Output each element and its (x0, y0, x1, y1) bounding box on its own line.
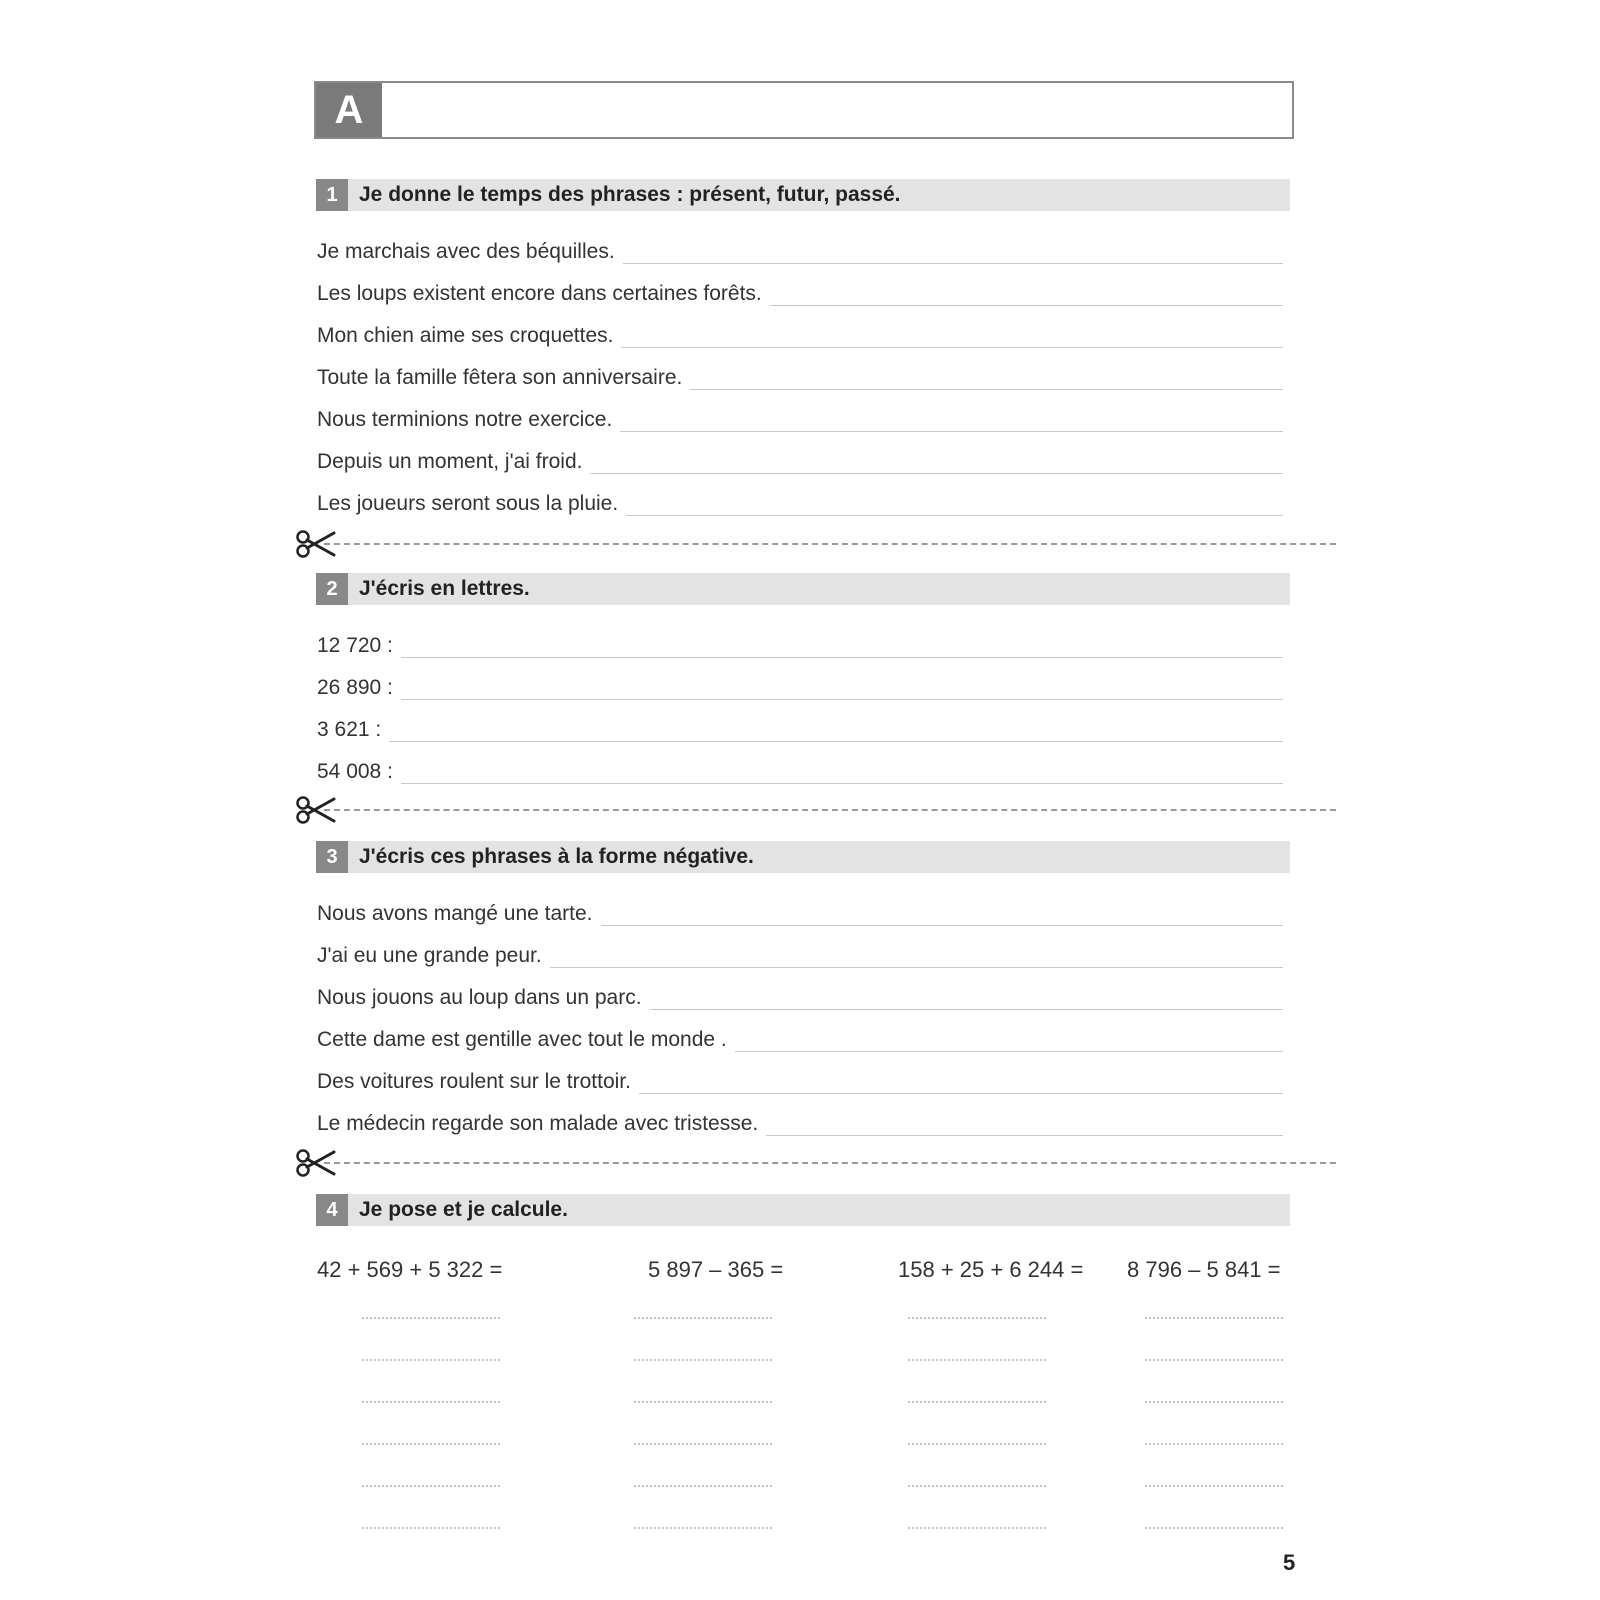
exercise-title: J'écris ces phrases à la forme négative. (359, 845, 754, 868)
working-line[interactable] (1145, 1485, 1283, 1487)
working-line[interactable] (1145, 1443, 1283, 1445)
exercise-1-header (316, 179, 1290, 211)
sentence: Le médecin regarde son malade avec tristesse. (317, 1112, 759, 1135)
sentence: Nous jouons au loup dans un parc. (317, 986, 642, 1009)
working-line[interactable] (634, 1443, 772, 1445)
working-line[interactable] (908, 1485, 1046, 1487)
calculation: 42 + 569 + 5 322 = (317, 1257, 503, 1282)
working-line[interactable] (908, 1401, 1046, 1403)
calculation: 8 796 – 5 841 = (1127, 1257, 1281, 1282)
working-line[interactable] (1145, 1401, 1283, 1403)
working-line[interactable] (1145, 1317, 1283, 1319)
answer-field[interactable] (401, 699, 1283, 700)
answer-line[interactable] (317, 1025, 1283, 1055)
answer-line[interactable] (317, 983, 1283, 1013)
working-line[interactable] (362, 1359, 500, 1361)
answer-line[interactable] (317, 1109, 1283, 1139)
number-label: 54 008 : (317, 760, 393, 783)
sentence: Je marchais avec des béquilles. (317, 240, 615, 263)
exercise-number: 2 (316, 573, 348, 605)
answer-field[interactable] (735, 1051, 1283, 1052)
answer-line[interactable] (317, 279, 1283, 309)
section-letter: A (316, 83, 382, 137)
answer-field[interactable] (623, 263, 1283, 264)
answer-line[interactable] (317, 237, 1283, 267)
working-line[interactable] (634, 1401, 772, 1403)
answer-line[interactable] (317, 899, 1283, 929)
calculation: 5 897 – 365 = (648, 1257, 784, 1282)
working-line[interactable] (1145, 1359, 1283, 1361)
answer-field[interactable] (690, 389, 1283, 390)
answer-field[interactable] (766, 1135, 1283, 1136)
working-line[interactable] (634, 1485, 772, 1487)
answer-field[interactable] (621, 347, 1283, 348)
working-line[interactable] (908, 1359, 1046, 1361)
answer-field[interactable] (639, 1093, 1283, 1094)
cut-line (294, 1148, 1336, 1178)
answer-line[interactable] (317, 1067, 1283, 1097)
number-label: 3 621 : (317, 718, 382, 741)
answer-field[interactable] (650, 1009, 1283, 1010)
exercise-3-header (316, 841, 1290, 873)
sentence: Toute la famille fêtera son anniversaire. (317, 366, 683, 389)
exercise-2-header (316, 573, 1290, 605)
working-line[interactable] (362, 1443, 500, 1445)
sentence: Mon chien aime ses croquettes. (317, 324, 614, 347)
sentence: Cette dame est gentille avec tout le monde . (317, 1028, 727, 1051)
answer-field[interactable] (590, 473, 1283, 474)
sentence: Depuis un moment, j'ai froid. (317, 450, 583, 473)
answer-field[interactable] (389, 741, 1283, 742)
working-line[interactable] (908, 1527, 1046, 1529)
cut-line (294, 795, 1336, 825)
number-label: 12 720 : (317, 634, 393, 657)
sentence: Les joueurs seront sous la pluie. (317, 492, 619, 515)
dashed-line (324, 809, 1336, 811)
answer-line[interactable] (317, 757, 1283, 787)
working-line[interactable] (908, 1317, 1046, 1319)
answer-line[interactable] (317, 489, 1283, 519)
dashed-line (324, 1162, 1336, 1164)
answer-field[interactable] (770, 305, 1283, 306)
dashed-line (324, 543, 1336, 545)
calculation: 158 + 25 + 6 244 = (898, 1257, 1084, 1282)
working-line[interactable] (362, 1317, 500, 1319)
cut-line (294, 529, 1336, 559)
working-line[interactable] (1145, 1527, 1283, 1529)
exercise-title: J'écris en lettres. (359, 577, 530, 600)
answer-line[interactable] (317, 363, 1283, 393)
answer-field[interactable] (601, 925, 1283, 926)
sentence: J'ai eu une grande peur. (317, 944, 542, 967)
sentence: Nous avons mangé une tarte. (317, 902, 593, 925)
exercise-number: 3 (316, 841, 348, 873)
answer-line[interactable] (317, 405, 1283, 435)
exercise-title: Je pose et je calcule. (359, 1198, 568, 1221)
answer-line[interactable] (317, 447, 1283, 477)
answer-field[interactable] (626, 515, 1283, 516)
working-line[interactable] (634, 1317, 772, 1319)
answer-line[interactable] (317, 715, 1283, 745)
working-line[interactable] (362, 1401, 500, 1403)
answer-line[interactable] (317, 673, 1283, 703)
exercise-title: Je donne le temps des phrases : présent, futur, passé. (359, 183, 901, 206)
answer-line[interactable] (317, 631, 1283, 661)
exercise-4-header (316, 1194, 1290, 1226)
answer-line[interactable] (317, 941, 1283, 971)
exercise-number: 4 (316, 1194, 348, 1226)
sentence: Nous terminions notre exercice. (317, 408, 613, 431)
working-line[interactable] (634, 1527, 772, 1529)
sentence: Des voitures roulent sur le trottoir. (317, 1070, 631, 1093)
section-title-box (314, 81, 1294, 139)
answer-field[interactable] (401, 657, 1283, 658)
working-line[interactable] (362, 1527, 500, 1529)
working-line[interactable] (362, 1485, 500, 1487)
exercise-number: 1 (316, 179, 348, 211)
working-line[interactable] (908, 1443, 1046, 1445)
sentence: Les loups existent encore dans certaines forêts. (317, 282, 762, 305)
answer-line[interactable] (317, 321, 1283, 351)
answer-field[interactable] (620, 431, 1283, 432)
answer-field[interactable] (550, 967, 1283, 968)
page-number: 5 (1283, 1550, 1296, 1575)
number-label: 26 890 : (317, 676, 393, 699)
answer-field[interactable] (401, 783, 1283, 784)
working-line[interactable] (634, 1359, 772, 1361)
